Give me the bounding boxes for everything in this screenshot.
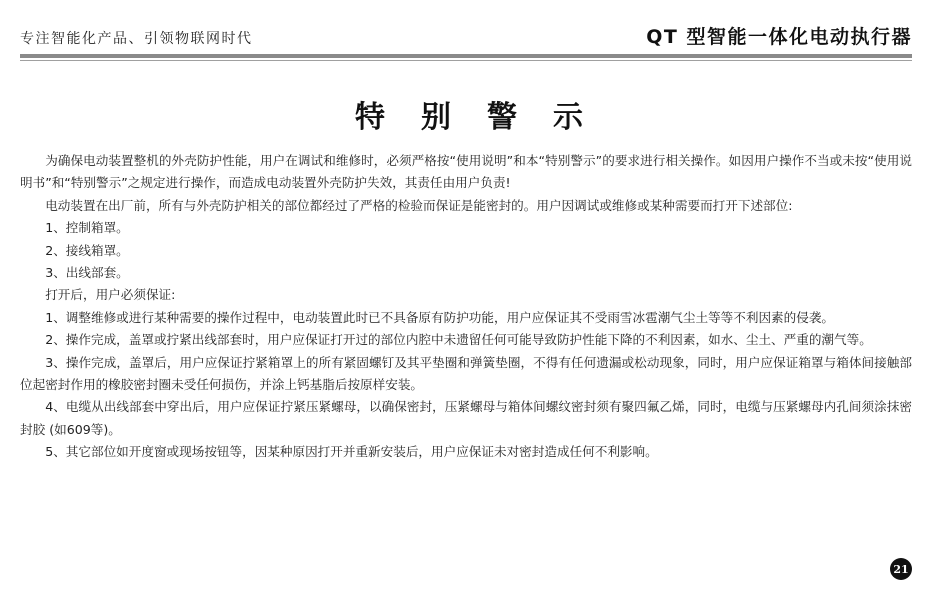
header-rule-thin — [20, 60, 912, 61]
list-item: 4、电缆从出线部套中穿出后，用户应保证拧紧压紧螺母，以确保密封，压紧螺母与箱体间螺纹密封须有聚四氟乙烯，同时，电缆与压紧螺母内孔间须涂抹密封胶 (如609等)。 — [20, 399, 912, 437]
paragraph: 为确保电动装置整机的外壳防护性能，用户在调试和维修时，必须严格按“使用说明”和本“特别警示”的要求进行相关操作。如因用户操作不当或未按“使用说明书”和“特别警示”之规定进行操作，而造成电动装置外壳防护失效，其责任由用户负责! — [20, 153, 912, 191]
list-item: 1、控制箱罩。 — [45, 220, 129, 236]
header-rule-thick — [20, 54, 912, 58]
list-item: 1、调整维修或进行某种需要的操作过程中，电动装置此时已不具备原有防护功能，用户应保证其不受雨雪冰雹潮气尘土等等不利因素的侵袭。 — [45, 309, 835, 325]
list-item: 3、操作完成，盖罩后，用户应保证拧紧箱罩上的所有紧固螺钉及其平垫圈和弹簧垫圈，不得有任何遗漏或松动现象，同时，用户应保证箱罩与箱体间接触部位起密封作用的橡胶密封圈未受任何损伤，并涂上钙基脂后按原样安装。 — [20, 354, 912, 393]
list-item: 5、其它部位如开度窗或现场按钮等，因某种原因打开并重新安装后，用户应保证未对密封造成任何不利影响。 — [45, 444, 658, 460]
paragraph: 电动装置在出厂前，所有与外壳防护相关的部位都经过了严格的检验而保证是能密封的。用户因调试或维修或某种需要而打开下述部位: — [45, 197, 793, 213]
page-title: 特别警示 — [355, 100, 619, 135]
paragraph: 打开后，用户必须保证: — [45, 287, 176, 303]
list-item: 3、出线部套。 — [45, 265, 129, 281]
page-number-badge: 21 — [890, 558, 912, 580]
list-item: 2、接线箱罩。 — [45, 242, 129, 258]
page-header — [20, 22, 912, 52]
header-product-title: QT 型智能一体化电动执行器 — [646, 26, 912, 48]
warning-body — [20, 150, 912, 464]
header-slogan: 专注智能化产品、引领物联网时代 — [20, 31, 253, 47]
list-item: 2、操作完成，盖罩或拧紧出线部套时，用户应保证打开过的部位内腔中未遗留任何可能导致防护性能下降的不利因素，如水、尘土、严重的潮气等。 — [45, 332, 872, 348]
